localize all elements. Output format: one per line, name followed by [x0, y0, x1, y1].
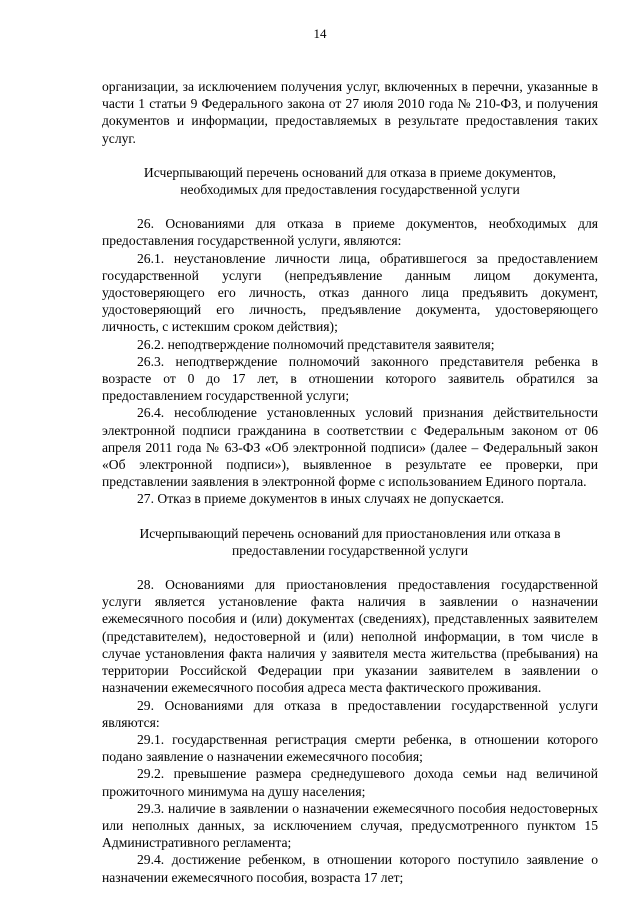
paragraph-26: 26. Основаниями для отказа в приеме документов, необходимых для предоставления государственной услуги, являются: — [102, 216, 598, 249]
paragraph-29: 29. Основаниями для отказа в предоставлении государственной услуги являются: — [102, 697, 598, 730]
section-heading-refusal-documents: Исчерпывающий перечень оснований для отказа в приеме документов, необходимых для предоставления государственной услуги — [143, 164, 557, 198]
paragraph-26-4: 26.4. несоблюдение установленных условий признания действительности электронной подписи гражданина в соответствии с Федеральным законом от 06 апреля 2011 года № 63-ФЗ «Об электронной подписи» (далее – Федеральный закон «Об электронной подписи»), выявленное в результате ее проверки, при представлении заявления в электронной форме с использованием Единого портала. — [102, 405, 598, 490]
paragraph-26-3: 26.3. неподтверждение полномочий законного представителя ребенка в возрасте от 0 до 17 лет, в отношении которого заявитель обратился за предоставлением государственной услуги; — [102, 353, 598, 404]
paragraph-26-1: 26.1. неустановление личности лица, обратившегося за предоставлением государственной услуги (непредъявление данным лицом документа, удостоверяющего его личность, отказ данного лица предъявить документ, удостоверяющий его личность, предъявление документа, удостоверяющего личность, с истекшим сроком действия); — [102, 250, 598, 335]
paragraph-26-2: 26.2. неподтверждение полномочий представителя заявителя; — [137, 336, 495, 352]
paragraph-27: 27. Отказ в приеме документов в иных случаях не допускается. — [137, 491, 505, 507]
document-body — [102, 78, 598, 886]
paragraph-29-1: 29.1. государственная регистрация смерти ребенка, в отношении которого подано заявление о назначении ежемесячного пособия; — [102, 731, 598, 765]
section-heading-suspension-refusal: Исчерпывающий перечень оснований для приостановления или отказа в предоставлении государственной услуги — [139, 525, 561, 558]
paragraph-29-4: 29.4. достижение ребенком, в отношении которого поступило заявление о назначении ежемесячного пособия, возраста 17 лет; — [102, 852, 598, 885]
paragraph-28: 28. Основаниями для приостановления предоставления государственной услуги является установление факта наличия в заявлении о назначении ежемесячного пособия и (или) документах (сведениях), представленных заявителем (представителем), недостоверной и (или) неполной информации, в том числе в случае установления факта наличия у заявителя места жительства (пребывания) на территории Российской Федерации при указании заявителем в заявлении о назначении ежемесячного пособия адреса места фактического проживания. — [102, 577, 598, 696]
page-number: 14 — [313, 26, 327, 41]
intro-paragraph: организации, за исключением получения услуг, включенных в перечни, указанные в части 1 статьи 9 Федерального закона от 27 июля 2010 года № 210-ФЗ, и получения документов и информации, предоставляемых в результате предоставления таких услуг. — [102, 79, 598, 146]
paragraph-29-3: 29.3. наличие в заявлении о назначении ежемесячного пособия недостоверных или неполных данных, за исключением случая, предусмотренного пунктом 15 Административного регламента; — [102, 800, 598, 851]
paragraph-29-2: 29.2. превышение размера среднедушевого дохода семьи над величиной прожиточного минимума на душу населения; — [102, 766, 598, 799]
